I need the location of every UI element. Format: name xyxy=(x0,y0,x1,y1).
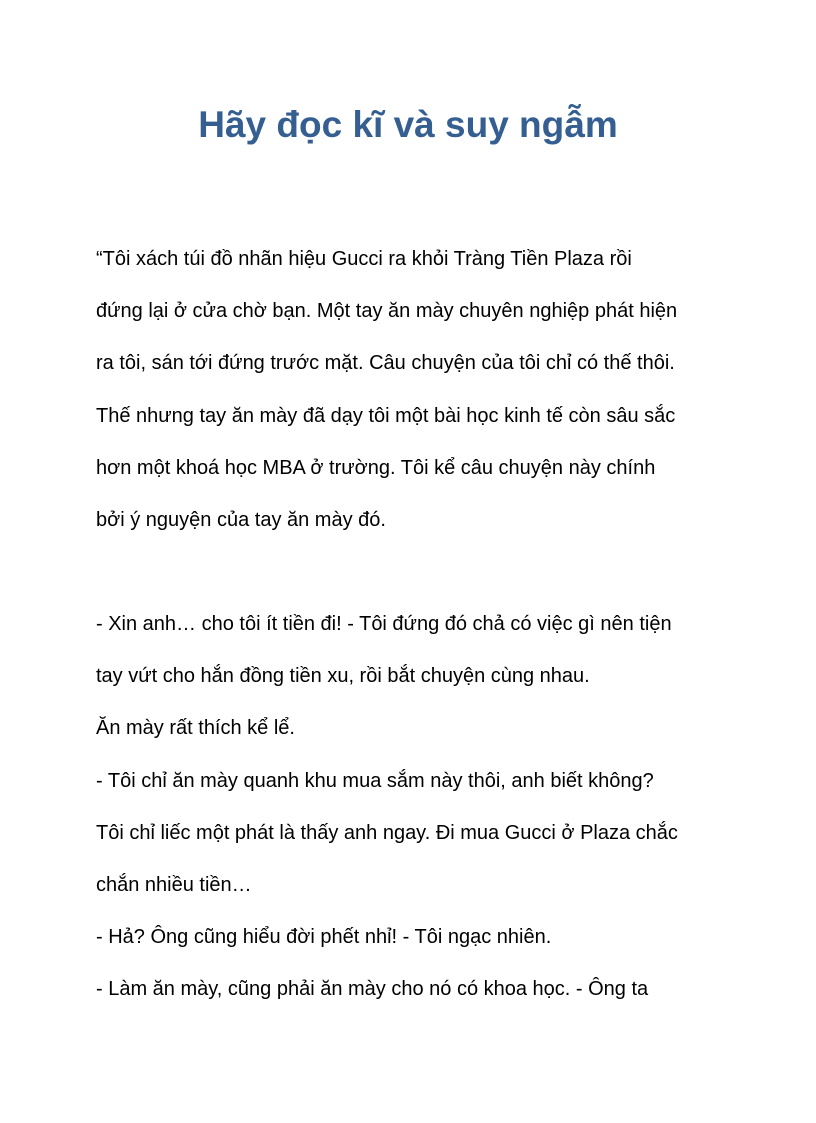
text-line: - Hả? Ông cũng hiểu đời phết nhỉ! - Tôi ngạc nhiên. xyxy=(96,926,552,949)
text-line: - Làm ăn mày, cũng phải ăn mày cho nó có khoa học. - Ông ta xyxy=(96,978,649,1001)
text-line: Thế nhưng tay ăn mày đã dạy tôi một bài học kinh tế còn sâu sắc xyxy=(96,404,676,427)
text-line: chắn nhiều tiền… xyxy=(96,873,252,896)
text-line: đứng lại ở cửa chờ bạn. Một tay ăn mày chuyên nghiệp phát hiện xyxy=(96,300,678,323)
text-line: Tôi chỉ liếc một phát là thấy anh ngay. Đi mua Gucci ở Plaza chắc xyxy=(96,821,678,844)
text-line: tay vứt cho hắn đồng tiền xu, rồi bắt chuyện cùng nhau. xyxy=(96,665,590,688)
page-title: Hãy đọc kĩ và suy ngẫm xyxy=(198,104,618,145)
text-line: “Tôi xách túi đồ nhãn hiệu Gucci ra khỏi Tràng Tiền Plaza rồi xyxy=(96,248,632,270)
paragraph-intro xyxy=(96,233,736,546)
text-line: - Tôi chỉ ăn mày quanh khu mua sắm này thôi, anh biết không? xyxy=(96,769,654,792)
text-line: ra tôi, sán tới đứng trước mặt. Câu chuyện của tôi chỉ có thế thôi. xyxy=(96,352,675,375)
text-line: Ăn mày rất thích kể lể. xyxy=(96,717,295,740)
text-line: - Xin anh… cho tôi ít tiền đi! - Tôi đứng đó chả có việc gì nên tiện xyxy=(96,613,672,635)
text-line: bởi ý nguyện của tay ăn mày đó. xyxy=(96,508,386,531)
paragraph-dialogue xyxy=(96,598,736,1016)
text-line: hơn một khoá học MBA ở trường. Tôi kể câu chuyện này chính xyxy=(96,456,656,479)
